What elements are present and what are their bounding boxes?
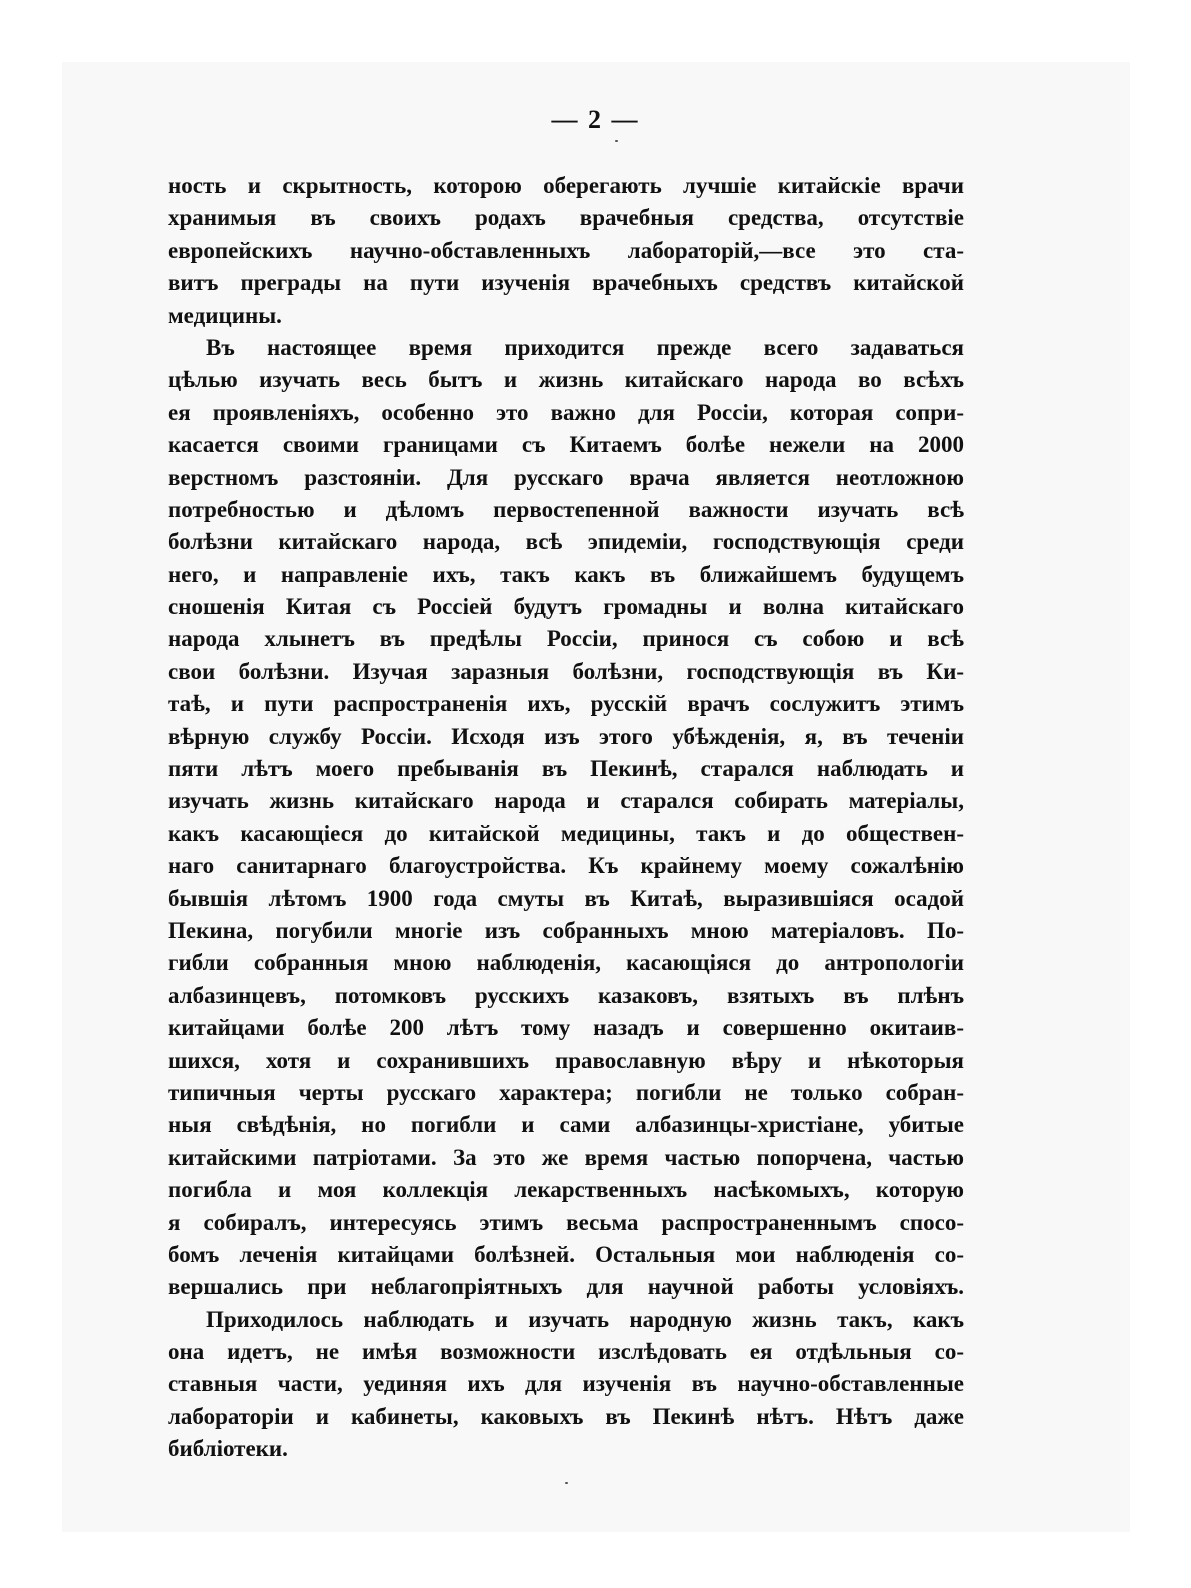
text-line: бывшія лѣтомъ 1900 года смуты въ Китаѣ, выразившіяся осадой [168, 885, 964, 911]
text-line: наго санитарнаго благоустройства. Къ крайнему моему сожалѣнію [168, 853, 964, 879]
text-line: хранимыя въ своихъ родахъ врачебныя средства, отсутствіе [168, 205, 964, 231]
text-line: вѣрную службу Россіи. Исходя изъ этого убѣжденія, я, въ теченіи [168, 723, 964, 749]
text-line: ея проявленіяхъ, особенно это важно для Россіи, которая сопри- [168, 399, 964, 425]
text-line: гибли собранныя мною наблюденія, касающіяся до антропологіи [168, 950, 964, 976]
text-line: цѣлью изучать весь бытъ и жизнь китайскаго народа во всѣхъ [168, 367, 964, 393]
text-line: албазинцевъ, потомковъ русскихъ казаковъ, взятыхъ въ плѣнъ [168, 982, 964, 1008]
text-line: Въ настоящее время приходится прежде всего задаваться [206, 334, 964, 360]
text-line: болѣзни китайскаго народа, всѣ эпидеміи, господствующія среди [168, 529, 964, 555]
text-line: лабораторіи и кабинеты, каковыхъ въ Пекинѣ нѣтъ. Нѣтъ даже [168, 1403, 964, 1429]
text-line: него, и направленіе ихъ, такъ какъ въ ближайшемъ будущемъ [168, 561, 964, 587]
text-line: свои болѣзни. Изучая заразныя болѣзни, господствующія въ Ки- [168, 658, 964, 684]
text-line: медицины. [168, 302, 282, 328]
text-line: таѣ, и пути распространенія ихъ, русскій врачъ сослужитъ этимъ [168, 691, 964, 717]
text-line: потребностью и дѣломъ первостепенной важности изучать всѣ [168, 496, 964, 522]
text-line: пяти лѣтъ моего пребыванія въ Пекинѣ, старался наблюдать и [168, 756, 964, 782]
text-line: ныя свѣдѣнія, но погибли и сами албазинцы-христіане, убитые [168, 1112, 964, 1138]
text-line: Пекина, погубили многіе изъ собранныхъ мною матеріаловъ. По- [168, 917, 964, 943]
text-line: бомъ леченія китайцами болѣзней. Остальныя мои наблюденія со- [168, 1241, 964, 1267]
text-line: вершались при неблагопріятныхъ для научной работы условіяхъ. [168, 1274, 964, 1300]
text-line: касается своими границами съ Китаемъ болѣе нежели на 2000 [168, 432, 964, 458]
text-line: сношенія Китая съ Россіей будутъ громадны и волна китайскаго [168, 594, 964, 620]
body-text [168, 170, 964, 1466]
text-line: ность и скрытность, которою оберегають лучшіе китайскіе врачи [168, 173, 964, 198]
text-line: библіотеки. [168, 1436, 288, 1462]
text-line: шихся, хотя и сохранившихъ православную вѣру и нѣкоторыя [168, 1047, 964, 1073]
scan-speck [565, 1482, 568, 1484]
text-line: ставныя части, уединяя ихъ для изученія въ научно-обставленные [168, 1371, 964, 1397]
text-line: какъ касающіеся до китайской медицины, такъ и до обществен- [168, 820, 964, 846]
text-line: верстномъ разстояніи. Для русскаго врача является неотложною [168, 464, 964, 490]
text-line: изучать жизнь китайскаго народа и старался собирать матеріалы, [168, 788, 964, 814]
page-number: — 2 — [551, 105, 640, 134]
text-line: китайскими патріотами. За это же время частью попорчена, частью [168, 1144, 964, 1170]
text-line: она идетъ, не имѣя возможности изслѣдовать ея отдѣльныя со- [168, 1339, 964, 1365]
text-line: типичныя черты русскаго характера; погибли не только собран- [168, 1079, 964, 1105]
text-line: европейскихъ научно-обставленныхъ лабораторій,—все это ста- [168, 237, 964, 263]
scan-speck [615, 140, 618, 142]
text-line: витъ преграды на пути изученія врачебныхъ средствъ китайской [168, 270, 964, 296]
text-line: погибла и моя коллекція лекарственныхъ насѣкомыхъ, которую [168, 1177, 964, 1203]
text-line: китайцами болѣе 200 лѣтъ тому назадъ и совершенно окитаив- [168, 1015, 964, 1041]
text-line: Приходилось наблюдать и изучать народную жизнь такъ, какъ [206, 1306, 964, 1332]
text-line: народа хлынетъ въ предѣлы Россіи, принося съ собою и всѣ [168, 626, 964, 652]
text-line: я собиралъ, интересуясь этимъ весьма распространеннымъ спосо- [168, 1209, 964, 1235]
